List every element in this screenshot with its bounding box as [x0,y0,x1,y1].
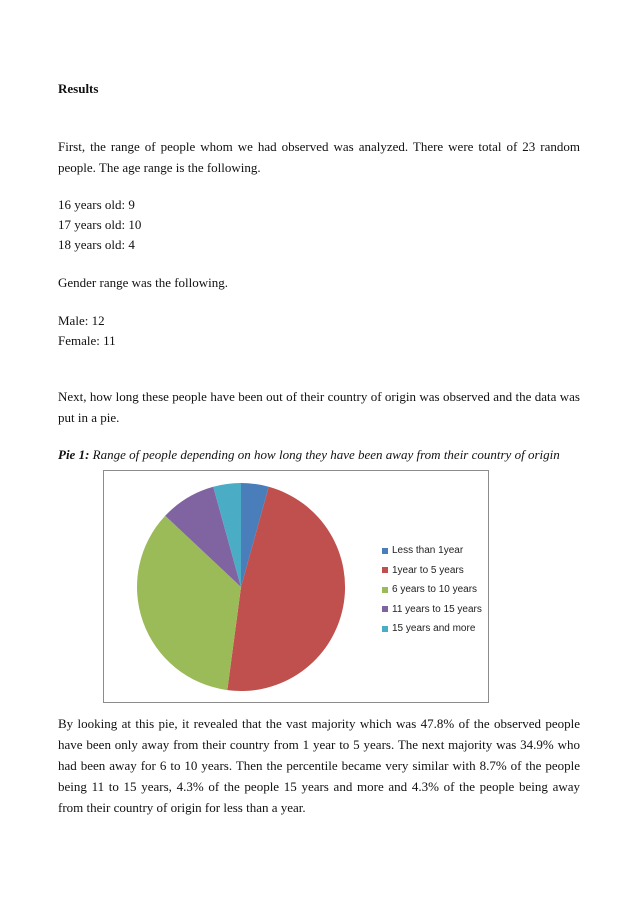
caption-label: Pie 1: [58,447,90,462]
legend-swatch [382,567,388,573]
legend-label: Less than 1year [392,545,464,557]
caption-text: Range of people depending on how long they have been away from their country of origin [92,447,560,462]
legend-item [382,580,482,600]
intro-paragraph: First, the range of people whom we had observed was analyzed. There were total of 23 random people. The age range is the following. [58,139,580,175]
next-paragraph: Next, how long these people have been out of their country of origin was observed and the data was put in a pie. [58,389,580,425]
figure-caption [58,444,560,465]
gender-item: Male: 12 [58,313,105,328]
conclusion-paragraph: By looking at this pie, it revealed that the vast majority which was 47.8% of the observed people have been only away from their country from 1 year to 5 years. The next majority was 34.9% who had been away for 6 to 10 years. Then the percentile became very similar with 8.7% of the people being 11 to 15 years, 4.3% of the people 15 years and more and 4.3% of the people being away from their country of origin for less than a year. [58,716,580,815]
legend-item [382,600,482,620]
legend-item [382,619,482,639]
gender-intro: Gender range was the following. [58,275,229,290]
section-heading: Results [58,81,99,96]
age-item: 16 years old: 9 [58,197,135,212]
pie-chart [103,470,489,703]
legend-label: 6 years to 10 years [392,584,478,596]
legend-swatch [382,626,388,632]
chart-legend [382,541,482,639]
legend-swatch [382,587,388,593]
legend-item [382,541,482,561]
legend-swatch [382,606,388,612]
age-item: 18 years old: 4 [58,237,135,252]
legend-label: 11 years to 15 years [392,603,482,615]
legend-swatch [382,548,388,554]
age-item: 17 years old: 10 [58,217,142,232]
legend-label: 15 years and more [392,623,476,635]
legend-label: 1year to 5 years [392,564,464,576]
legend-item [382,561,482,581]
gender-item: Female: 11 [58,333,116,348]
